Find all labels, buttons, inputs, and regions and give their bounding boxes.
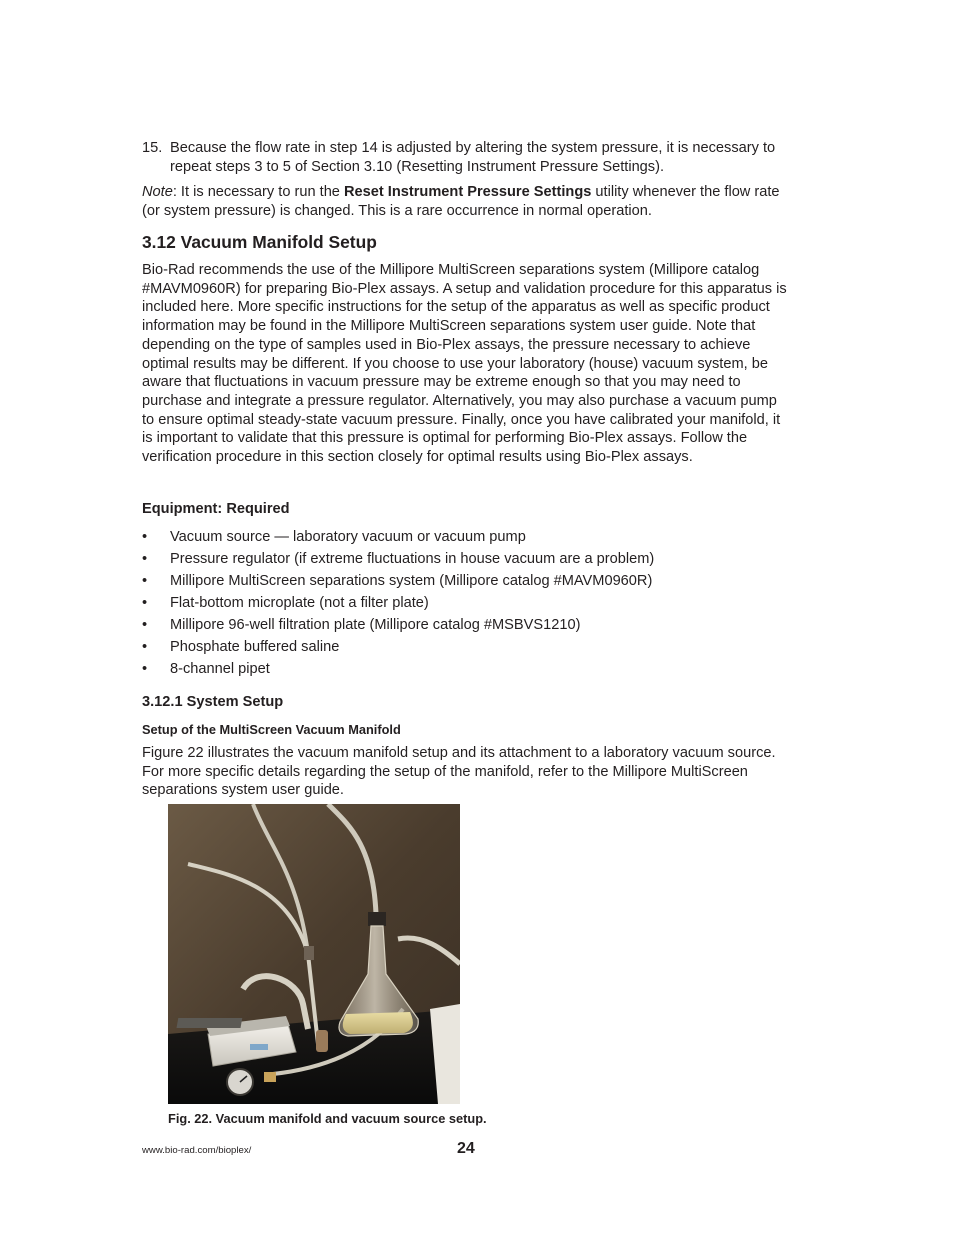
bullet: •: [142, 617, 148, 633]
list-item: [142, 616, 790, 638]
subsubsection-heading: Setup of the MultiScreen Vacuum Manifold: [142, 722, 401, 737]
bullet: •: [142, 551, 148, 567]
vacuum-setup-photo: [168, 804, 460, 1104]
step-15: [142, 139, 790, 176]
figure-intro-text: Figure 22 illustrates the vacuum manifold setup and its attachment to a laboratory vacuum source. For more specific details regarding the setup of the manifold, refer to the Millipore MultiScreen separations system user guide.: [142, 745, 776, 799]
bullet: •: [142, 639, 148, 655]
list-item-text: Phosphate buffered saline: [170, 639, 340, 655]
list-item-text: 8-channel pipet: [170, 661, 270, 677]
figure-caption: Fig. 22. Vacuum manifold and vacuum source setup.: [168, 1111, 487, 1126]
subsection-heading: 3.12.1 System Setup: [142, 694, 284, 710]
list-item-text: Millipore 96-well filtration plate (Millipore catalog #MSBVS1210): [170, 617, 581, 633]
equipment-list: [142, 528, 790, 682]
list-item: [142, 594, 790, 616]
bullet: •: [142, 595, 148, 611]
section-title: 3.12 Vacuum Manifold Setup: [142, 232, 377, 252]
list-item-text: Millipore MultiScreen separations system (Millipore catalog #MAVM0960R): [170, 573, 653, 589]
list-item-text: Flat-bottom microplate (not a filter plate): [170, 595, 429, 611]
filter-plate: [177, 1018, 243, 1028]
footer-url: www.bio-rad.com/bioplex/: [142, 1145, 252, 1156]
list-item: [142, 550, 790, 572]
list-item: [142, 638, 790, 660]
bullet: •: [142, 573, 148, 589]
list-item: [142, 528, 790, 550]
stopper: [368, 912, 386, 926]
bullet: •: [142, 529, 148, 545]
note-label: Note: [142, 184, 173, 200]
note-lead: : It is necessary to run the: [172, 184, 344, 200]
list-item-text: Vacuum source — laboratory vacuum or vacuum pump: [170, 529, 526, 545]
manifold-label: [250, 1044, 268, 1050]
note-rest: utility whenever the flow rate (or system pressure) is changed. This is a rare occurrence in normal operation.: [142, 184, 780, 219]
list-item: [142, 660, 790, 682]
note-paragraph: [142, 183, 790, 220]
step-text: Because the flow rate in step 14 is adjusted by altering the system pressure, it is necessary to repeat steps 3 to 5 of Section 3.10 (Resetting Instrument Pressure Settings).: [170, 140, 776, 175]
equipment-heading: Equipment: Required: [142, 501, 290, 517]
step-number: 15.: [142, 140, 163, 156]
flask-liquid: [343, 1012, 413, 1034]
section-intro: Bio-Rad recommends the use of the Millipore MultiScreen separations system (Millipore catalog #MAVM0960R) for preparing Bio-Plex assays. A setup and validation procedure for this apparatus is included here. More specific instructions for the setup of the apparatus as well as specific product information may be found in the Millipore MultiScreen separations system user guide. Note that depending on the type of samples used in Bio-Plex assays, the pressure necessary to achieve optimal results may be different. If you choose to use your laboratory (house) vacuum system, be aware that fluctuations in vacuum pressure may be extreme enough so that you may need to purchase and integrate a pressure regulator. Alternatively, you may also purchase a vacuum pump to ensure optimal steady-state vacuum pressure. Finally, once you have calibrated your manifold, it is important to validate that this pressure is optimal for performing Bio-Plex assays. Follow the verification procedure in this section closely for optimal results using Bio-Plex assays.: [142, 262, 787, 466]
fitting: [316, 1030, 328, 1052]
page-number: 24: [457, 1140, 475, 1157]
list-item: [142, 572, 790, 594]
bullet: •: [142, 661, 148, 677]
note-utility-name: Reset Instrument Pressure Settings: [343, 184, 592, 200]
list-item-text: Pressure regulator (if extreme fluctuations in house vacuum are a problem): [170, 551, 655, 567]
gauge-fitting: [264, 1072, 276, 1082]
valve: [304, 946, 314, 960]
